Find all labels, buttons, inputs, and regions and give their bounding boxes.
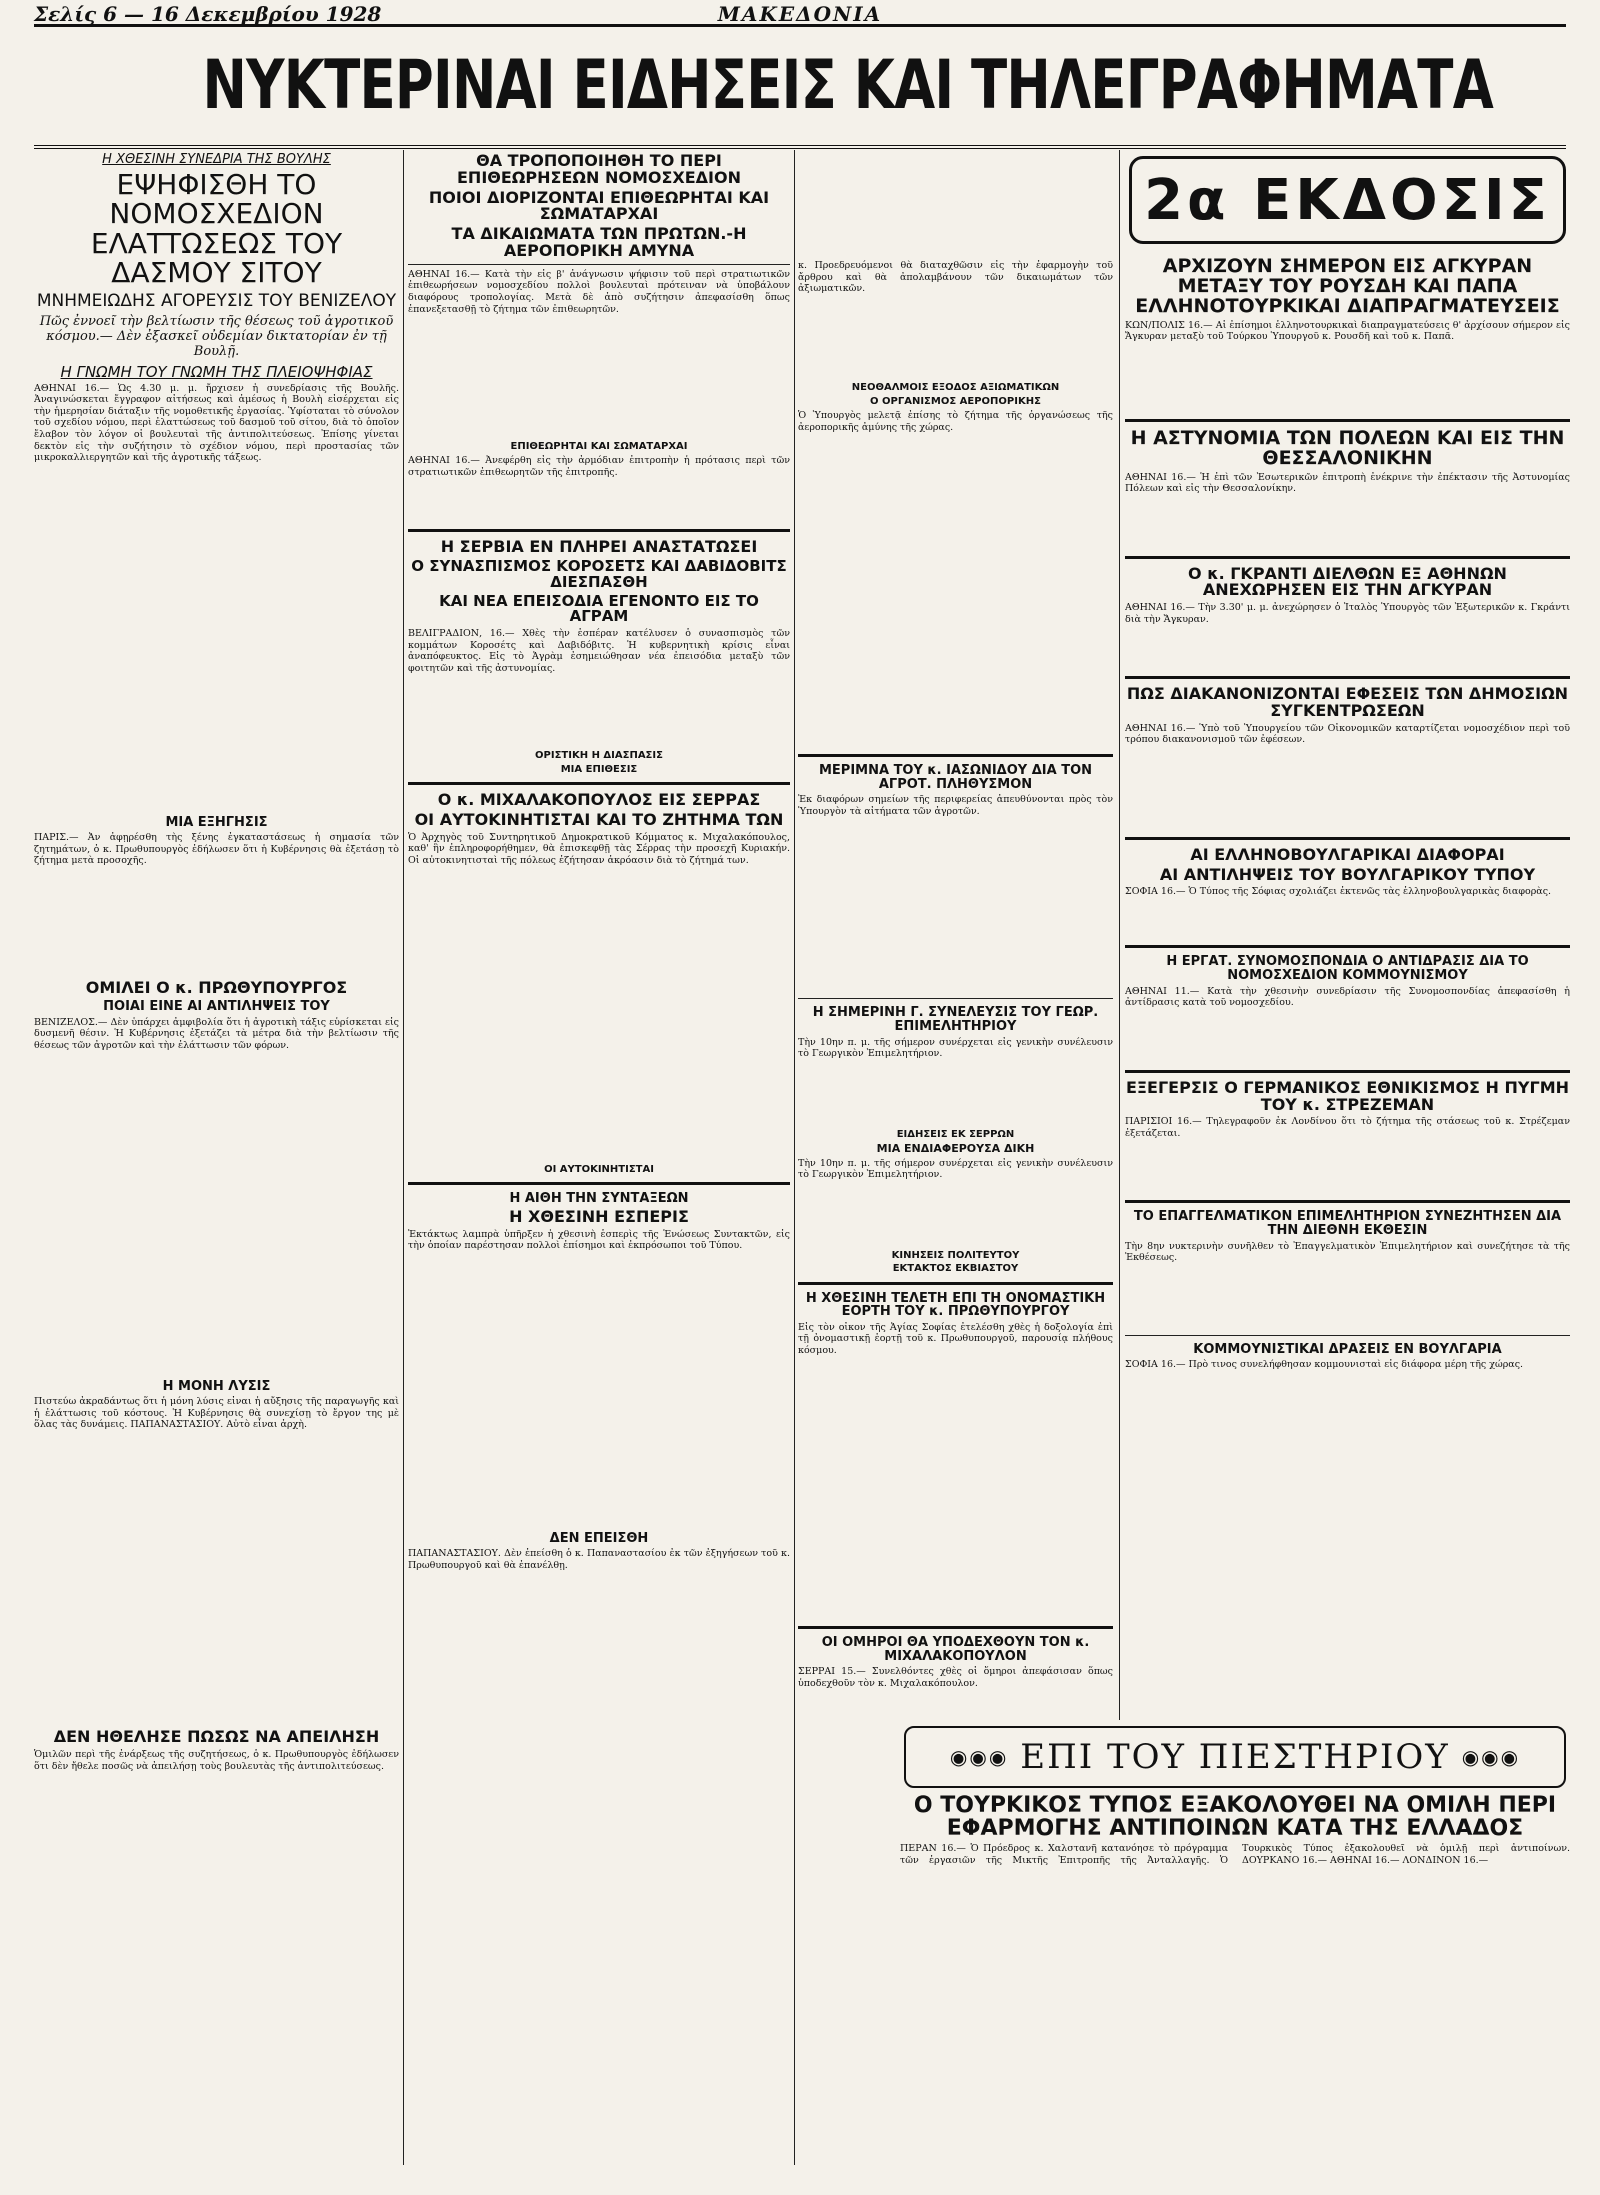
article-body: ΑΘΗΝΑΙ 16.— Τὴν 3.30' μ. μ. ἀνεχώρησεν ὁ Ἰταλὸς Ὑπουργὸς τῶν Ἐξωτερικῶν κ. Γκράντι διὰ τὴν Ἄγκυραν. — [1125, 602, 1570, 625]
article-body: ΠΑΠΑΝΑΣΤΑΣΙΟΥ. Δὲν ἐπείσθη ὁ κ. Παπαναστασίου ἐκ τῶν ἐξηγήσεων τοῦ κ. Πρωθυπουργοῦ καὶ θὰ ἐπανέλθῃ. — [408, 1548, 790, 1571]
column-1 — [34, 150, 399, 2165]
article-body: Τὴν 10ην π. μ. τῆς σήμερον συνέρχεται εἰς γενικὴν συνέλευσιν τὸ Γεωργικὸν Ἐπιμελητήριον. — [798, 1157, 1113, 1181]
section-heading: ΚΙΝΗΣΕΙΣ ΠΟΛΙΤΕΥΤΟΥ — [891, 1250, 1020, 1261]
divider — [1125, 1070, 1570, 1073]
divider — [798, 1282, 1113, 1285]
article-city-police — [1125, 426, 1570, 552]
section-heading: ΔΕΝ ΗΘΕΛΗΣΕ ΠΩΣΩΣ ΝΑ ΑΠΕΙΛΗΣΗ — [53, 1729, 380, 1747]
article-headline: Ο κ. ΓΚΡΑΝΤΙ ΔΙΕΛΘΩΝ ΕΞ ΑΘΗΝΩΝ ΑΝΕΧΩΡΗΣΕΝ ΕΙΣ ΤΗΝ ΑΓΚΥΡΑΝ — [1188, 565, 1507, 600]
section-heading: Η ΜΟΝΗ ΛΥΣΙΣ — [162, 1379, 271, 1394]
article-grandi — [1125, 563, 1570, 673]
divider — [408, 529, 790, 532]
article-body: κ. Προεδρευόμενοι θὰ διαταχθῶσιν εἰς τὴν ἐφαρμογὴν τοῦ ἄρθρου καὶ θὰ ἀπολαμβάνουν τῶν δικαιωμάτων τῶν ἀξιωματικῶν. — [798, 260, 1113, 295]
article-subhead: ΜΝΗΜΕΙΩΔΗΣ ΑΓΟΡΕΥΣΙΣ ΤΟΥ ΒΕΝΙΖΕΛΟΥ — [36, 290, 397, 311]
divider — [1125, 556, 1570, 559]
section-heading: ΟΡΙΣΤΙΚΗ Η ΔΙΑΣΠΑΣΙΣ — [535, 751, 663, 762]
article-exhibition — [1125, 1207, 1570, 1330]
article-headline: ΚΟΜΜΟΥΝΙΣΤΙΚΑΙ ΔΡΑΣΕΙΣ ΕΝ ΒΟΥΛΓΑΡΙΑ — [1193, 1342, 1502, 1357]
divider — [1125, 1335, 1570, 1336]
article-headline: ΘΑ ΤΡΟΠΟΠΟΙΗΘΗ ΤΟ ΠΕΡΙ ΕΠΙΘΕΩΡΗΣΕΩΝ ΝΟΜΟΣΧΕΔΙΟΝ — [457, 153, 741, 187]
article-body: Ἐκτάκτως λαμπρὰ ὑπῆρξεν ἡ χθεσινὴ ἑσπερὶς τῆς Ἑνώσεως Συντακτῶν, εἰς τὴν ὁποίαν παρέστησαν πολλοὶ ἐπίσημοι καὶ ἐκπρόσωποι τοῦ Τύπου. — [408, 1228, 790, 1252]
section-heading: ΠΟΙΑΙ ΕΙΝΕ ΑΙ ΑΝΤΙΛΗΨΕΙΣ ΤΟΥ — [103, 1000, 330, 1014]
article-kicker: Η ΑΙΘΗ ΤΗΝ ΣΥΝΤΑΞΕΩΝ — [509, 1192, 689, 1206]
divider — [1125, 676, 1570, 679]
article-body: ΣΟΦΙΑ 16.— Ὁ Τύπος τῆς Σόφιας σχολιάζει ἐκτενῶς τὰς ἑλληνοβουλγαρικὰς διαφορὰς. — [1125, 886, 1552, 898]
section-heading: Ο ΟΡΓΑΝΙΣΜΟΣ ΑΕΡΟΠΟΡΙΚΗΣ — [870, 396, 1041, 407]
article-body: ΠΑΡΙΣ.— Ἀν ἀφῃρέσθη τὴς ξένης ἐγκαταστάσεως ἡ σημασία τῶν ζητημάτων, ὁ κ. Πρωθυπουργὸς ἐδήλωσεν ὅτι ἡ Κυβέρνησις θὰ ἐξετάσῃ τὸ ζήτημα μετὰ προσοχῆς. — [34, 832, 399, 867]
article-body: Ἐκ διαφόρων σημείων τῆς περιφερείας ἀπευθύνονται πρὸς τὸν Ὑπουργὸν τὰ αἰτήματα τῶν ἀγροτῶν. — [798, 794, 1113, 817]
column-2 — [408, 150, 790, 2165]
article-headline: Η ΣΗΜΕΡΙΝΗ Γ. ΣΥΝΕΛΕΥΣΙΣ ΤΟΥ ΓΕΩΡ. ΕΠΙΜΕΛΗΤΗΡΙΟΥ — [812, 1006, 1099, 1034]
press-banner-label: ΕΠΙ ΤΟΥ ΠΙΕΣΤΗΡΙΟΥ — [1020, 1737, 1450, 1777]
section-heading: ΟΜΙΛΕΙ Ο κ. ΠΡΩΘΥΠΟΥΡΓΟΣ — [85, 980, 348, 997]
article-evening-party — [408, 1189, 790, 1868]
article-body: Ὁ Ὑπουργὸς μελετᾷ ἐπίσης τὸ ζήτημα τῆς ὀργανώσεως τῆς ἀεροπορικῆς ἀμύνης τῆς χώρας. — [798, 410, 1113, 433]
article-body: ΚΩΝ/ΠΟΛΙΣ 16.— Αἱ ἐπίσημοι ἑλληνοτουρκικαὶ διαπραγματεύσεις θ' ἀρχίσουν σήμερον εἰς Ἄγκυραν μεταξὺ τοῦ Τούρκου Ὑπουργοῦ κ. Ρουσδῆ καὶ τοῦ κ. Παπᾶ. — [1125, 319, 1570, 343]
column-divider — [794, 150, 795, 2165]
article-headline: ΑΙ ΑΝΤΙΛΗΨΕΙΣ ΤΟΥ ΒΟΥΛΓΑΡΙΚΟΥ ΤΥΠΟΥ — [1159, 866, 1536, 884]
article-headline: ΟΙ ΑΥΤΟΚΙΝΗΤΙΣΤΑΙ ΚΑΙ ΤΟ ΖΗΤΗΜΑ ΤΩΝ — [414, 811, 784, 829]
article-body: Εἰς τὸν οἶκον τῆς Ἀγίας Σοφίας ἐτελέσθη χθὲς ἡ δοξολογία ἐπὶ τῇ ὀνομαστικῇ ἑορτῇ τοῦ κ. Πρωθυπουργοῦ, παρουσίᾳ πλήθους κόσμου. — [798, 1321, 1113, 1357]
masthead-title: ΝΥΚΤΕΡΙΝΑΙ ΕΙΔΗΣΕΙΣ ΚΑΙ ΤΗΛΕΓΡΑΦΗΜΑΤΑ — [202, 46, 1493, 125]
section-heading: ΕΚΤΑΚΤΟΣ ΕΚΒΙΑΣΤΟΥ — [892, 1264, 1019, 1275]
article-headline: Ο κ. ΜΙΧΑΛΑΚΟΠΟΥΛΟΣ ΕΙΣ ΣΕΡΡΑΣ — [437, 792, 761, 809]
article-headline: ΑΡΧΙΖΟΥΝ ΣΗΜΕΡΟΝ ΕΙΣ ΑΓΚΥΡΑΝ ΜΕΤΑΞΥ ΤΟΥ ΡΟΥΣΔΗ ΚΑΙ ΠΑΠΑ ΕΛΛΗΝΟΤΟΥΡΚΙΚΑΙ ΔΙΑΠΡΑΓΜΑΤΕΥΣΕΙΣ — [1135, 257, 1560, 317]
article-wheat-duty — [34, 150, 399, 1949]
article-headline: ΕΞΕΓΕΡΣΙΣ Ο ΓΕΡΜΑΝΙΚΟΣ ΕΘΝΙΚΙΣΜΟΣ Η ΠΥΓΜΗ ΤΟΥ κ. ΣΤΡΕΖΕΜΑΝ — [1126, 1079, 1569, 1114]
article-headline: ΜΕΡΙΜΝΑ ΤΟΥ κ. ΙΑΣΩΝΙΔΟΥ ΔΙΑ ΤΟΝ ΑΓΡΟΤ. ΠΛΗΘΥΣΜΟΝ — [818, 764, 1093, 792]
article-serbia — [408, 536, 790, 778]
ornament-icon: ◉◉◉ — [1461, 1745, 1521, 1769]
article-body: ΑΘΗΝΑΙ 16.— Ἡ ἐπὶ τῶν Ἐσωτερικῶν ἐπιτροπὴ ἐνέκρινε τὴν ἐπέκτασιν τῆς Ἀστυνομίας Πόλεων καὶ εἰς τὴν Θεσσαλονίκην. — [1125, 471, 1570, 495]
article-body: ΠΕΡΑΝ 16.— Ὁ Πρόεδρος κ. Χαλστανῆ κατανόησε τὸ πρόγραμμα τῶν ἐργασιῶν τῆς Μικτῆς Ἐπιτροπῆς τῆς Ἀνταλλαγῆς. Ὁ Τουρκικὸς Τύπος ἐξακολουθεῖ νὰ ὁμιλῇ περὶ ἀντιποίνων. ΔΟΥΡΚΑΝΟ 16.— ΑΘΗΝΑΙ 16.— ΛΟΝΔΙΝΟΝ 16.— — [900, 1843, 1570, 1866]
paper-name: ΜΑΚΕΔΟΝΙΑ — [717, 2, 883, 26]
article-headline: Η ΧΘΕΣΙΝΗ ΤΕΛΕΤΗ ΕΠΙ ΤΗ ΟΝΟΜΑΣΤΙΚΗ ΕΟΡΤΗ ΤΟΥ κ. ΠΡΩΘΥΠΟΥΡΓΟΥ — [805, 1291, 1106, 1319]
article-body: ΣΕΡΡΑΙ 15.— Συνελθόντες χθὲς οἱ ὅμηροι ἀπεφάσισαν ὅπως ὑποδεχθοῦν τὸν κ. Μιχαλακόπουλον. — [798, 1666, 1113, 1689]
article-stresemann — [1125, 1077, 1570, 1197]
divider — [408, 264, 790, 265]
article-headline: ΟΙ ΟΜΗΡΟΙ ΘΑ ΥΠΟΔΕΧΘΟΥΝ ΤΟΝ κ. ΜΙΧΑΛΑΚΟΠΟΥΛΟΝ — [821, 1635, 1090, 1664]
section-heading: ΝΕΟΘΑΛΜΟΙΣ ΕΞΟΔΟΣ ΑΞΙΩΜΑΤΙΚΩΝ — [851, 383, 1060, 393]
article-body: ΑΘΗΝΑΙ 11.— Κατὰ τὴν χθεσινὴν συνεδρίασιν τῆς Συνομοσπονδίας ἀπεφασίσθη ἡ ἀντίδρασις κατὰ τοῦ νομοσχεδίου. — [1125, 985, 1570, 1009]
section-heading: ΜΙΑ ΕΝΔΙΑΦΕΡΟΥΣΑ ΔΙΚΗ — [876, 1143, 1035, 1155]
article-bulgaria-communists — [1125, 1340, 1570, 1460]
article-body: ΑΘΗΝΑΙ 16.— Ὑπὸ τοῦ Ὑπουργείου τῶν Οἰκονομικῶν καταρτίζεται νομοσχέδιον περὶ τοῦ τρόπου διακανονισμοῦ τῶν ἐφέσεων. — [1125, 722, 1570, 746]
article-headline: ΠΩΣ ΔΙΑΚΑΝΟΝΙΖΟΝΤΑΙ ΕΦΕΣΕΙΣ ΤΩΝ ΔΗΜΟΣΙΩΝ ΣΥΓΚΕΝΤΡΩΣΕΩΝ — [1126, 686, 1569, 720]
article-body: Πιστεύω ἀκραδάντως ὅτι ἡ μόνη λύσις εἶναι ἡ αὔξησις τῆς παραγωγῆς καὶ ἡ ἐλάττωσις τοῦ κόστους. Ἡ Κυβέρνησις θὰ συνεχίσῃ τὸ ἔργον της μὲ ὅλας τὰς δυνάμεις. ΠΑΠΑΝΑΣΤΑΣΙΟΥ. Αὐτὸ εἶναι ἀρχὴ. — [34, 1396, 399, 1431]
divider — [408, 1182, 790, 1185]
section-heading: ΜΙΑ ΕΞΗΓΗΣΙΣ — [165, 815, 268, 830]
article-michalakopoulos — [408, 789, 790, 1178]
article-body: ΠΑΡΙΣΙΟΙ 16.— Τηλεγραφοῦν ἐκ Λονδίνου ὅτι τὸ ζήτημα τῆς στάσεως τοῦ κ. Στρέζεμαν ἐξετάζεται. — [1125, 1116, 1570, 1139]
section-heading: ΟΙ ΑΥΤΟΚΙΝΗΤΙΣΤΑΙ — [544, 1164, 654, 1175]
divider — [1125, 945, 1570, 948]
section-heading: ΕΙΔΗΣΕΙΣ ΕΚ ΣΕΡΡΩΝ — [896, 1129, 1015, 1140]
divider — [1125, 837, 1570, 840]
divider — [798, 998, 1113, 999]
article-headline: ΚΑΙ ΝΕΑ ΕΠΕΙΣΟΔΙΑ ΕΓΕΝΟΝΤΟ ΕΙΣ ΤΟ ΑΓΡΑΜ — [439, 593, 759, 626]
divider — [1125, 419, 1570, 422]
article-name-day — [798, 1289, 1113, 1622]
article-headline: Η ΑΣΤΥΝΟΜΙΑ ΤΩΝ ΠΟΛΕΩΝ ΚΑΙ ΕΙΣ ΤΗΝ ΘΕΣΣΑΛΟΝΙΚΗΝ — [1130, 428, 1565, 469]
article-body: ΑΘΗΝΑΙ 16.— Ὡς 4.30 μ. μ. ἤρχισεν ἡ συνεδρίασις τῆς Βουλῆς. Ἀναγινώσκεται ἔγγραφον αἰτήσεως καὶ ἀμέσως ἡ Βουλὴ εἰσέρχεται εἰς τὴν ἡμερησίαν διάταξιν τῆς νομοθετικῆς ἐργασίας. Ὑφίσταται τὸ σύνολον τοῦ σχεδίου νόμου, περὶ ἐλαττώσεως τοῦ δασμοῦ τοῦ σίτου, διὰ τὸ ὁποῖον ἔλαβον τὸν λόγον οἱ βουλευταὶ τῆς ἀντιπολιτεύσεως. Ἐπίσης γίνεται δεκτὸν εἰς τὴν συζήτησιν τὸ σχέδιον νόμου, περὶ προστασίας τῶν μικροκαλλιεργητῶν καὶ τῆς ἀγροτικῆς τάξεως. — [34, 382, 399, 464]
article-body: Τὴν 8ην νυκτερινὴν συνῆλθεν τὸ Ἐπαγγελματικὸν Ἐπιμελητήριον καὶ συνεζήτησε τὰ τῆς Ἐκθέσεως. — [1125, 1240, 1570, 1264]
ornament-icon: ◉◉◉ — [949, 1745, 1009, 1769]
article-headline: Ο ΣΥΝΑΣΠΙΣΜΟΣ ΚΟΡΟΣΕΤΣ ΚΑΙ ΔΑΒΙΔΟΒΙΤΣ ΔΙΕΣΠΑΣΘΗ — [411, 559, 787, 591]
article-body: ΒΕΛΙΓΡΑΔΙΟΝ, 16.— Χθὲς τὴν ἑσπέραν κατέλυσεν ὁ συνασπισμὸς τῶν κομμάτων Κοροσέτς καὶ Δαβιδόβιτς. Ἡ κυβερνητικὴ κρίσις εἶναι ἀναπόφευκτος. Εἰς τὸ Ἀγρὰμ ἐσημειώθησαν νέα ἐπεισόδια μεταξὺ τῶν φοιτητῶν καὶ τῆς ἀστυνομίας. — [408, 628, 790, 674]
section-heading: Η ΓΝΩΜΗ ΤΟΥ ΓΝΩΜΗ ΤΗΣ ΠΛΕΙΟΨΗΦΙΑΣ — [60, 362, 373, 381]
edition-box: 2α ΕΚΔΟΣΙΣ — [1129, 156, 1566, 244]
article-headline: Η ΣΕΡΒΙΑ ΕΝ ΠΛΗΡΕΙ ΑΝΑΣΤΑΤΩΣΕΙ — [440, 539, 758, 557]
divider — [798, 754, 1113, 757]
article-body: Ὁμιλῶν περὶ τῆς ἐνάρξεως τῆς συζητήσεως, ὁ κ. Πρωθυπουργὸς ἐδήλωσεν ὅτι δὲν ἤθελε ποσῶς νὰ ἀπειλήσῃ τοὺς βουλευτὰς τῆς ἀντιπολιτεύσεως. — [34, 1749, 399, 1772]
article-iasonidis — [798, 761, 1113, 994]
article-deck: Πῶς ἐννοεῖ τὴν βελτίωσιν τῆς θέσεως τοῦ ἀγροτικοῦ κόσμου.— Δὲν ἐξασκεῖ οὐδεμίαν δικτατορίαν ἐν τῇ Βουλῇ. — [39, 313, 394, 359]
article-body: ΣΟΦΙΑ 16.— Πρὸ τινος συνελήφθησαν κομμουνισταὶ εἰς διάφορα μέρη τῆς χώρας. — [1125, 1359, 1524, 1371]
article-body: ΑΘΗΝΑΙ 16.— Ἀνεφέρθη εἰς τὴν ἀρμόδιαν ἐπιτροπὴν ἡ πρότασις περὶ τῶν στρατιωτικῶν ἐπιθεωρητῶν τῆς ἐπιτροπῆς. — [408, 455, 790, 478]
article-labor-confederation — [1125, 952, 1570, 1065]
divider — [798, 1626, 1113, 1629]
article-headline: Η ΧΘΕΣΙΝΗ ΕΣΠΕΡΙΣ — [509, 1208, 689, 1226]
section-heading: ΕΠΙΘΕΩΡΗΤΑΙ ΚΑΙ ΣΩΜΑΤΑΡΧΑΙ — [510, 441, 688, 452]
article-greek-bulgarian — [1125, 844, 1570, 942]
divider — [1125, 1200, 1570, 1203]
press-banner — [904, 1726, 1566, 1788]
article-headline: Ο ΤΟΥΡΚΙΚΟΣ ΤΥΠΟΣ ΕΞΑΚΟΛΟΥΘΕΙ ΝΑ ΟΜΙΛΗ ΠΕΡΙ ΕΦΑΡΜΟΓΗΣ ΑΝΤΙΠΟΙΝΩΝ ΚΑΤΑ ΤΗΣ ΕΛΛΑΔΟΣ — [913, 1794, 1557, 1841]
article-inspections — [408, 150, 790, 525]
column-divider — [403, 150, 404, 2165]
article-headline: Η ΕΡΓΑΤ. ΣΥΝΟΜΟΣΠΟΝΔΙΑ Ο ΑΝΤΙΔΡΑΣΙΣ ΔΙΑ ΤΟ ΝΟΜΟΣΧΕΔΙΟΝ ΚΟΜΜΟΥΝΙΣΜΟΥ — [1166, 955, 1529, 983]
article-headline: ΤΟ ΕΠΑΓΓΕΛΜΑΤΙΚΟΝ ΕΠΙΜΕΛΗΤΗΡΙΟΝ ΣΥΝΕΖΗΤΗΣΕΝ ΔΙΑ ΤΗΝ ΔΙΕΘΝΗ ΕΚΘΕΣΙΝ — [1133, 1210, 1562, 1238]
page-info: Σελίς 6 — 16 Δεκεμβρίου 1928 — [34, 2, 382, 26]
article-kicker: Η ΧΘΕΣΙΝΗ ΣΥΝΕΔΡΙΑ ΤΗΣ ΒΟΥΛΗΣ — [102, 152, 331, 167]
article-headline: ΤΑ ΔΙΚΑΙΩΜΑΤΑ ΤΩΝ ΠΡΩΤΩΝ.-Η ΑΕΡΟΠΟΡΙΚΗ ΑΜΥΝΑ — [451, 226, 747, 260]
article-headline: ΑΙ ΕΛΛΗΝΟΒΟΥΛΓΑΡΙΚΑΙ ΔΙΑΦΟΡΑΙ — [1190, 846, 1505, 864]
section-heading: ΔΕΝ ΕΠΕΙΣΘΗ — [549, 1531, 649, 1546]
article-agri-chamber — [798, 1003, 1113, 1277]
article-body: ΒΕΝΙΖΕΛΟΣ.— Δὲν ὑπάρχει ἀμφιβολία ὅτι ἡ ἀγροτικὴ τάξις εὑρίσκεται εἰς δυσμενῆ θέσιν. Ἡ Κυβέρνησις ἐξετάζει τὰ μέτρα διὰ τὴν βελτίωσιν τῆς θέσεως τῶν ἀγροτῶν καὶ τὴν ἐλάττωσιν τῶν φόρων. — [34, 1016, 399, 1051]
article-body: ΑΘΗΝΑΙ 16.— Κατὰ τὴν εἰς β' ἀνάγνωσιν ψήφισιν τοῦ περὶ στρατιωτικῶν ἐπιθεωρήσεων νομοσχεδίου πολλοὶ βουλευταὶ πρότειναν νὰ ὑποβάλουν διαφόρους τροπολογίας. Μετὰ δὲ ἀπὸ συζήτησιν ἀπεφασίσθη ὅπως ἐπανεξετασθῇ τὸ ζήτημα τῶν ἐπιθεωρητῶν. — [408, 268, 790, 315]
article-ankara-talks — [1125, 254, 1570, 415]
article-body: Ὁ Ἀρχηγὸς τοῦ Συντηρητικοῦ Δημοκρατικοῦ Κόμματος κ. Μιχαλακόπουλος, καθ' ἣν ἐπληροφορήθημεν, θὰ ἐπισκεφθῇ τὰς Σέρρας τὴν προσεχῆ Κυριακήν. Οἱ αὐτοκινητισταὶ τῆς πόλεως ἐζήτησαν ἀκρόασιν διὰ τὸ ζήτημά των. — [408, 831, 790, 866]
article-appeals — [1125, 683, 1570, 833]
article-headline: ΠΟΙΟΙ ΔΙΟΡΙΖΟΝΤΑΙ ΕΠΙΘΕΩΡΗΤΑΙ ΚΑΙ ΣΩΜΑΤΑΡΧΑΙ — [428, 189, 770, 224]
press-section — [900, 1720, 1570, 2165]
article-headline: ΕΨΗΦΙΣΘΗ ΤΟ ΝΟΜΟΣΧΕΔΙΟΝ ΕΛΑΤΤΩΣΕΩΣ ΤΟΥ ΔΑΣΜΟΥ ΣΙΤΟΥ — [90, 170, 343, 288]
section-heading: ΜΙΑ ΕΠΙΘΕΣΙΣ — [560, 764, 638, 775]
article-body: Τὴν 10ην π. μ. τῆς σήμερον συνέρχεται εἰς γενικὴν συνέλευσιν τὸ Γεωργικὸν Ἐπιμελητήριον. — [798, 1036, 1113, 1060]
divider — [408, 782, 790, 785]
masthead — [34, 24, 1566, 149]
